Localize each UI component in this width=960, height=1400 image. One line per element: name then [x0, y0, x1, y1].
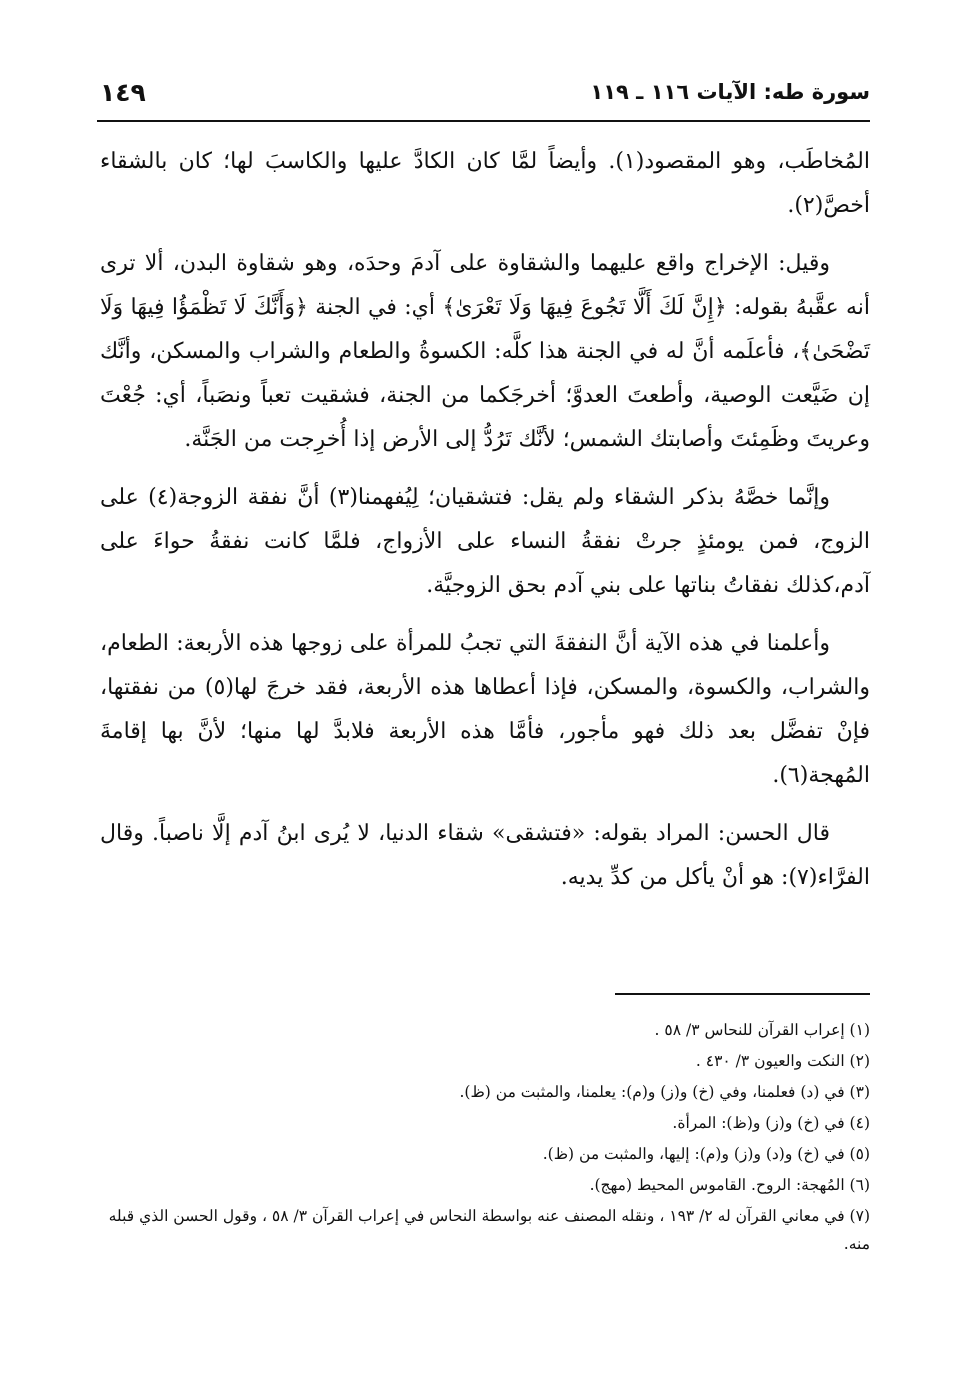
- footnote-4: (٤) في (خ) و(ز) و(ظ): المرأة.: [672, 1114, 870, 1132]
- footnote-2: (٢) النكت والعيون ٣/ ٤٣٠ .: [695, 1052, 870, 1070]
- paragraph-5: قال الحسن: المراد بقوله: «فتشقى» شقاء الدنيا، لا يُرى ابنُ آدم إلَّا ناصباً. وقال الفرَّاء(٧): هو أنْ يأكل من كدِّ يديه.: [100, 821, 870, 890]
- page-header: [100, 70, 870, 114]
- paragraph-4: وأعلمنا في هذه الآية أنَّ النفقةَ التي تجبُ للمرأة على زوجها هذه الأربعة: الطعام، والشراب، والكسوة، والمسكن، فإذا أعطاها هذه الأربعة، فقد خرجَ لها(٥) من نفقتها، فإنْ تفضَّل بعد ذلك فهو مأجور، فأمَّا هذه الأربعة فلابدَّ لها منها؛ لأنَّ بها إقامةَ المُهجة(٦).: [100, 631, 870, 788]
- header-rule: [97, 120, 870, 122]
- footnote-5: (٥) في (خ) و(د) و(ز) و(م): إليها، والمثبت من (ظ).: [542, 1145, 870, 1163]
- main-text: [100, 140, 870, 914]
- footnote-rule: [615, 993, 870, 995]
- footnote-3: (٣) في (د) فعلمنا، وفي (خ) و(ز) و(م): يعلمنا، والمثبت من (ظ).: [459, 1083, 870, 1101]
- footnote-6: (٦) المُهجة: الروح. القاموس المحيط (مهج).: [589, 1176, 870, 1194]
- paragraph-2: وقيل: الإخراج واقع عليهما والشقاوة على آدمَ وحدَه، وهو شقاوة البدن، ألا ترى أنه عقَّبهُ بقوله: ﴿إِنَّ لَكَ أَلَّا تَجُوعَ فِيهَا وَلَا تَعْرَىٰ﴾ أي: في الجنة ﴿وَأَنَّكَ لَا تَظْمَؤُا فِيهَا وَلَا تَضْحَىٰ﴾، فأعلَمه أنَّ له في الجنة هذا كلَّه: الكسوةُ والطعام والشراب والمسكن، وأنَّك إن ضَيَّعت الوصية، وأطعتَ العدوَّ؛ أخرجَكما من الجنة، فشقيت تعباً ونصَباً، أي: جُعْتَ وعريتَ وظَمِئتَ وأصابتك الشمس؛ لأنَّك تَرُدُّ إلى الأرض إذا أُخرِجت من الجَنَّة.: [100, 251, 870, 452]
- footnotes: [100, 1016, 870, 1261]
- page-number: ١٤٩: [100, 77, 146, 107]
- running-title: سورة طه: الآيات ١١٦ ـ ١١٩: [590, 80, 870, 104]
- paragraph-3: وإنَّما خصَّهُ بذكر الشقاء ولم يقل: فتشقيان؛ لِيُفهمنا(٣) أنَّ نفقة الزوجة(٤) على الزوج، فمن يومئذٍ جرتْ نفقةُ النساء على الأزواج، فلمَّا كانت نفقةُ حواءَ على آدم،كذلك نفقاتُ بناتها على بني آدم بحق الزوجيَّة.: [100, 485, 870, 598]
- footnote-7: (٧) في معاني القرآن له ٢/ ١٩٣ ، ونقله المصنف عنه بواسطة النحاس في إعراب القرآن ٣/ ٥٨ ، وقول الحسن الذي قبله منه.: [108, 1207, 870, 1253]
- footnote-1: (١) إعراب القرآن للنحاس ٣/ ٥٨ .: [654, 1021, 870, 1039]
- paragraph-1: المُخاطَب، وهو المقصود(١). وأيضاً لمَّا كان الكادَّ عليها والكاسبَ لها؛ كان بالشقاء أخصَّ(٢).: [100, 149, 870, 218]
